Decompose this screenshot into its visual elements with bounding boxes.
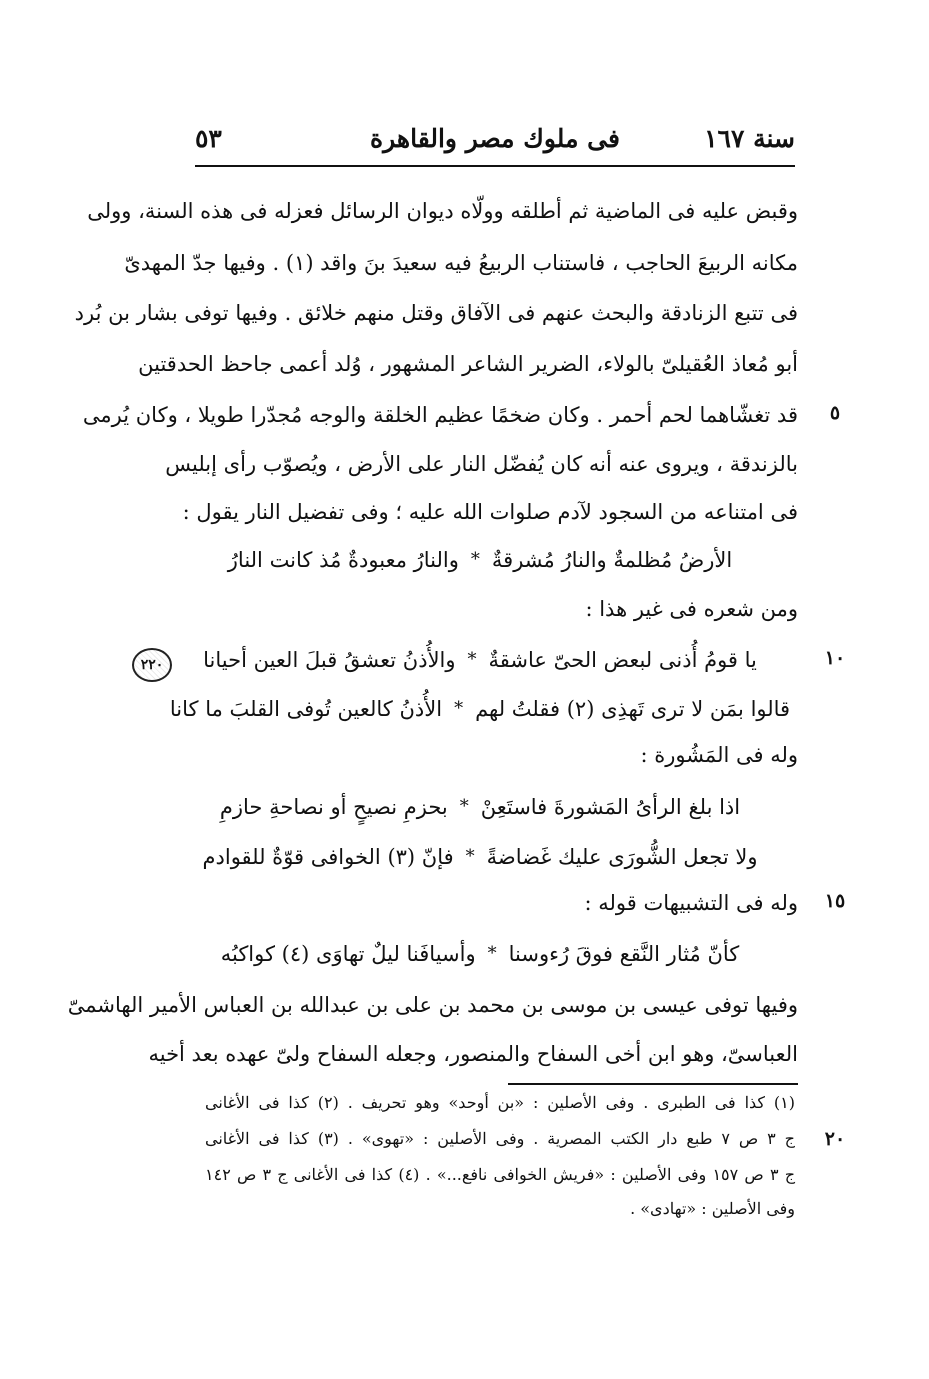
footnote-line-4: وفى الأصلين : «تهادى» . [630, 1199, 795, 1218]
verse-4-first-hemistich: اذا بلغ الرأىُ المَشورةَ فاستَعِنْ [480, 795, 741, 819]
verse-2 [200, 643, 760, 677]
verse-intro-1: ومن شعره فى غير هذا : [585, 597, 798, 621]
line-number-10: ١٠ [824, 647, 846, 669]
footnote-rule [508, 1083, 798, 1085]
verse-separator: * [470, 549, 480, 570]
header-title: فى ملوك مصر والقاهرة [370, 124, 620, 153]
running-header [195, 118, 795, 162]
text-line-16: وفيها توفى عيسى بن موسى بن محمد بن على بن عبدالله بن العباس الأمير الهاشمىّ [67, 993, 798, 1017]
verse-6-second-hemistich: وأسيافَنا ليلٌ تهاوَى (٤) كواكبُه [220, 942, 476, 966]
verse-2-second-hemistich: والأُذنُ تعشقُ قبلَ العين أحيانا [203, 648, 456, 672]
verse-1-second-hemistich: والنارُ معبودةٌ مُذ كانت النارُ [227, 548, 459, 572]
verse-4-second-hemistich: بحزمِ نصيحٍ أو نصاحةِ حازمِ [219, 795, 448, 819]
verse-6 [200, 937, 760, 971]
text-line-6: بالزندقة ، ويروى عنه أنه كان يُفضّل النار على الأرض ، ويُصوّب رأى إبليس [165, 452, 798, 476]
footnote-line-2: ج ٣ ص ٧ طبع دار الكتب المصرية . وفى الأصلين : «تهوى» . (٣) كذا فى الأغانى [205, 1129, 796, 1148]
verse-2-first-hemistich: يا قومُ أُذنى لبعض الحىّ عاشقةٌ [488, 648, 757, 672]
margin-stamp: ٢٢٠ [132, 648, 172, 682]
verse-5-first-hemistich: ولا تجعل الشُّورَى عليك غَضاضةً [486, 845, 758, 869]
verse-6-first-hemistich: كأنّ مُثار النَّقع فوقَ رُءوسنا [508, 942, 740, 966]
footnote-line-3: ج ٣ ص ١٥٧ وفى الأصلين : «فريش الخوافى نافع...» . (٤) كذا فى الأغانى ج ٣ ص ١٤٢ [205, 1165, 796, 1184]
verse-intro-3: وله فى التشبيهات قوله : [584, 891, 798, 915]
text-line-4: أبو مُعاذ العُقيلىّ بالولاء، الضرير الشاعر المشهور ، وُلد أعمى جاحظ الحدقتين [138, 352, 798, 376]
text-line-2: مكانه الربيعَ الحاجب ، فاستناب الربيعُ فيه سعيدَ بنَ واقد (١) . وفيها جدّ المهدىّ [124, 251, 798, 275]
line-number-5: ٥ [829, 402, 841, 424]
verse-intro-2: وله فى المَشُورة : [640, 743, 798, 767]
text-line-17: العباسىّ، وهو ابن أخى السفاح والمنصور، وجعله السفاح ولىّ عهده بعد أخيه [148, 1042, 798, 1066]
text-line-3: فى تتبع الزنادقة والبحث عنهم فى الآفاق وقتل منهم خلائق . وفيها توفى بشار بن بُرد [74, 301, 798, 325]
text-line-7: فى امتناعه من السجود لآدم صلوات الله عليه ؛ وفى تفضيل النار يقول : [182, 500, 798, 524]
verse-separator: * [467, 649, 477, 670]
header-rule [195, 165, 795, 167]
verse-5-second-hemistich: فإنّ (٣) الخوافى قوّةٌ للقوادم [202, 845, 454, 869]
page-number: ٥٣ [195, 124, 222, 153]
text-line-5: قد تغشّاهما لحم أحمر . وكان ضخمًا عظيم الخلقة والوجه مُجدّرا طويلا ، وكان يُرمى [82, 403, 798, 427]
line-number-20: ٢٠ [824, 1128, 846, 1150]
verse-separator: * [454, 698, 464, 719]
verse-1-first-hemistich: الأرضُ مُظلمةٌ والنارُ مُشرقةٌ [491, 548, 733, 572]
verse-5 [200, 840, 760, 874]
text-line-1: وقبض عليه فى الماضية ثم أطلقه وولّاه ديوان الرسائل فعزله فى هذه السنة، وولى [87, 199, 798, 223]
verse-3 [169, 692, 791, 726]
verse-4 [200, 790, 760, 824]
verse-3-first-hemistich: قالوا بمَن لا ترى تَهذِى (٢) فقلتُ لهم [475, 697, 791, 721]
verse-3-second-hemistich: الأُذنُ كالعين تُوفى القلبَ ما كانا [169, 697, 443, 721]
footnote-line-1: (١) كذا فى الطبرى . وفى الأصلين : «بن أوحد» وهو تحريف . (٢) كذا فى الأغانى [205, 1093, 795, 1112]
verse-separator: * [459, 796, 469, 817]
verse-1 [200, 543, 760, 577]
verse-separator: * [487, 943, 497, 964]
line-number-15: ١٥ [824, 890, 846, 912]
verse-separator: * [465, 846, 475, 867]
header-year: سنة ١٦٧ [704, 124, 795, 153]
